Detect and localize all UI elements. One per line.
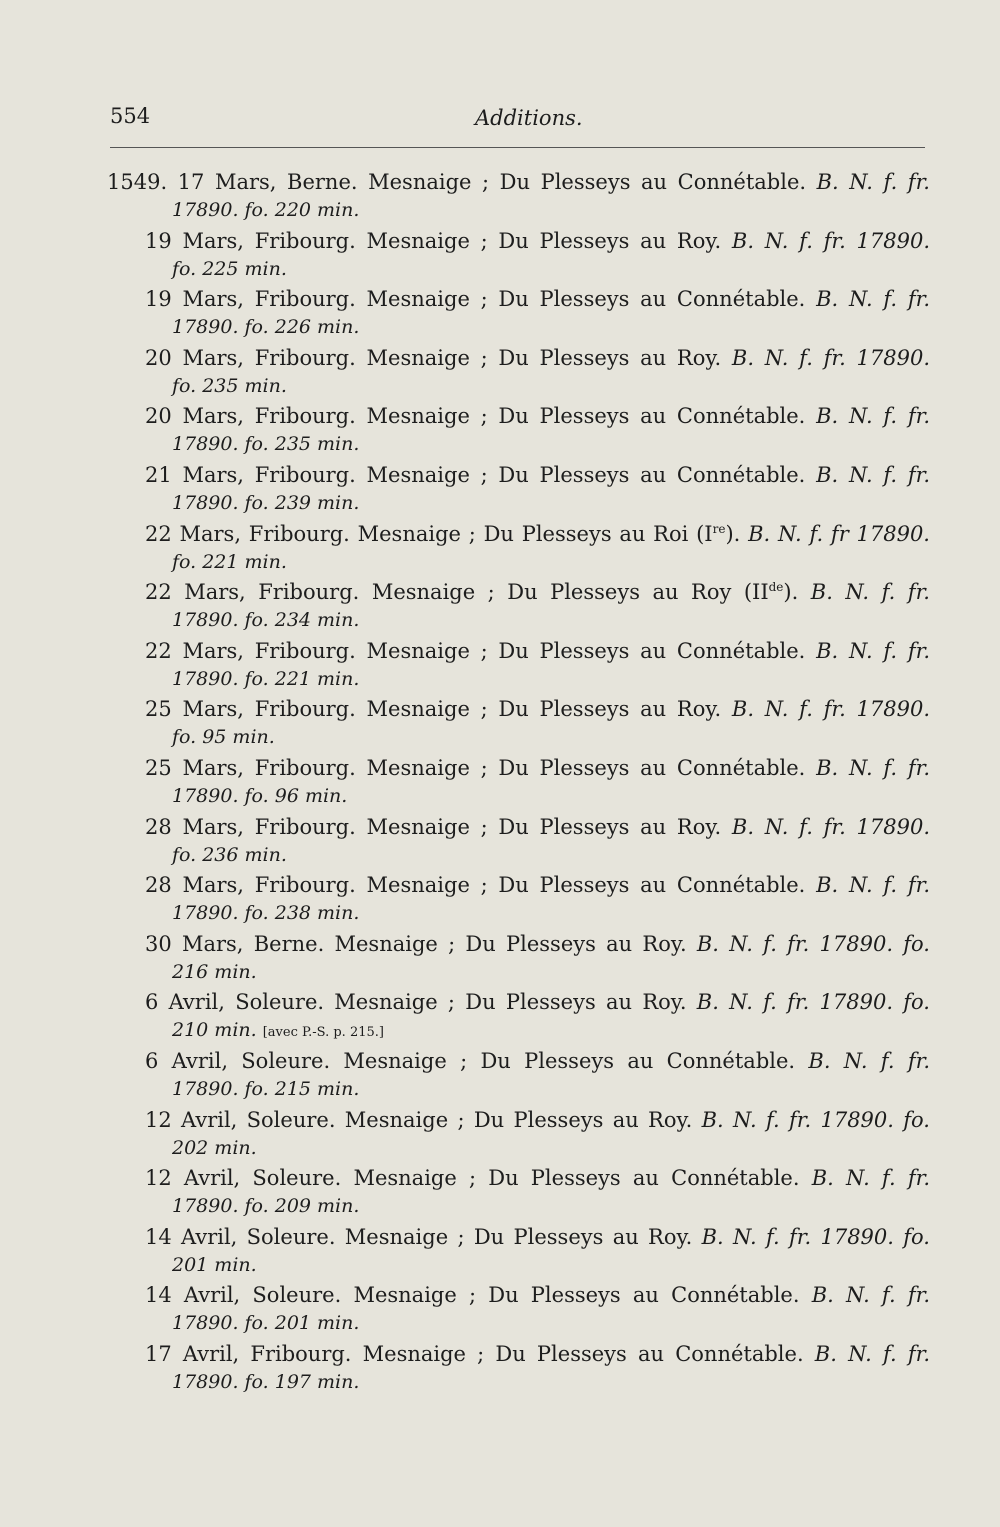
entry-reference: B. N. f. fr. 17890.: [731, 228, 931, 253]
entry-line-1: [145, 1283, 930, 1307]
entry-note: [avec P.-S. p. 215.]: [262, 1025, 384, 1041]
list-item: [0, 639, 1000, 698]
entry-line-1: [145, 697, 930, 721]
list-item: [0, 463, 1000, 522]
entry-line-1: [145, 229, 930, 253]
list-item: [0, 287, 1000, 346]
entry-superscript: de: [768, 580, 784, 595]
entry-reference: B. N. f. fr.: [816, 873, 931, 898]
list-item: [0, 873, 1000, 932]
list-item: [0, 1225, 1000, 1284]
entry-lead: 17 Avril, Fribourg. Mesnaige ; Du Plesseys au Connétable.: [145, 1341, 804, 1366]
entry-line-2: [172, 668, 359, 690]
entry-lead: 19 Mars, Fribourg. Mesnaige ; Du Plesseys au Connétable.: [145, 287, 806, 312]
entry-line-2: [172, 433, 359, 455]
list-item: [0, 404, 1000, 463]
entry-reference: B. N. f. fr. 17890.: [731, 814, 931, 839]
entry-line-1: [145, 580, 930, 604]
page-number: 554: [110, 104, 151, 128]
entry-line-2: [172, 1371, 359, 1393]
entry-line-2: [172, 1312, 359, 1334]
entry-folio: 202 min.: [172, 1136, 257, 1159]
entry-folio: 17890. fo. 96 min.: [172, 784, 348, 807]
entry-line-1: [145, 346, 930, 370]
header-rule: [110, 147, 925, 148]
entry-lead: 28 Mars, Fribourg. Mesnaige ; Du Plesseys au Roy.: [145, 814, 722, 839]
entry-folio: fo. 95 min.: [172, 726, 275, 749]
entry-lead: 6 Avril, Soleure. Mesnaige ; Du Plesseys au Connétable.: [145, 1048, 796, 1073]
entry-superscript: re: [712, 521, 726, 536]
entry-line-2: [172, 961, 257, 983]
entry-lead: 14 Avril, Soleure. Mesnaige ; Du Plesseys au Roy.: [145, 1224, 693, 1249]
entry-line-1: [145, 1225, 930, 1249]
entry-line-1: [145, 287, 930, 311]
list-item: [0, 1283, 1000, 1342]
entry-folio: 17890. fo. 197 min.: [172, 1370, 360, 1393]
entry-folio: 216 min.: [172, 960, 257, 983]
entry-lead: 30 Mars, Berne. Mesnaige ; Du Plesseys au Roy.: [145, 931, 687, 956]
entry-reference: B. N. f. fr.: [814, 1341, 930, 1366]
entry-lead: 22 Mars, Fribourg. Mesnaige ; Du Plesseys au Roi (I: [145, 521, 713, 546]
entry-lead: 19 Mars, Fribourg. Mesnaige ; Du Plesseys au Roy.: [145, 228, 722, 253]
entry-line-1: [145, 1166, 930, 1190]
entry-line-2: [172, 1078, 359, 1100]
list-item: [0, 1049, 1000, 1108]
entry-lead: 25 Mars, Fribourg. Mesnaige ; Du Plesseys au Roy.: [145, 697, 722, 722]
entry-folio: 17890. fo. 235 min.: [172, 433, 360, 456]
entry-lead: 22 Mars, Fribourg. Mesnaige ; Du Plesseys au Connétable.: [145, 638, 806, 663]
entry-lead: 12 Avril, Soleure. Mesnaige ; Du Plesseys au Connétable.: [145, 1166, 800, 1191]
list-item: [0, 580, 1000, 639]
entry-reference: B. N. f. fr.: [816, 755, 931, 780]
entry-line-2: [172, 1137, 257, 1159]
entry-lead: 1549. 17 Mars, Berne. Mesnaige ; Du Plesseys au Connétable.: [107, 170, 807, 194]
entry-lead: 6 Avril, Soleure. Mesnaige ; Du Plesseys au Roy.: [145, 990, 687, 1015]
entry-reference: B. N. f. fr.: [810, 580, 930, 605]
entry-line-2: [172, 1254, 257, 1276]
entry-reference: B. N. f. fr.: [816, 404, 931, 429]
entry-line-2: [172, 1019, 384, 1041]
entry-folio: 17890. fo. 209 min.: [172, 1195, 360, 1218]
entry-line-1: [145, 522, 930, 546]
entry-lead: 20 Mars, Fribourg. Mesnaige ; Du Plesseys au Roy.: [145, 345, 722, 370]
entry-reference: B. N. f. fr. 17890.: [731, 697, 931, 722]
entry-line-1: [145, 639, 930, 663]
entry-line-1: [145, 1108, 930, 1132]
entry-line-1: [145, 756, 930, 780]
list-item: [0, 522, 1000, 581]
entry-lead: 25 Mars, Fribourg. Mesnaige ; Du Plesseys au Connétable.: [145, 755, 806, 780]
list-item: [0, 815, 1000, 874]
entry-line-2: [172, 316, 359, 338]
entry-lead: 14 Avril, Soleure. Mesnaige ; Du Plesseys au Connétable.: [145, 1283, 800, 1308]
entry-folio: 210 min.: [172, 1019, 257, 1042]
page-header: [110, 98, 925, 138]
entry-line-1: [145, 815, 930, 839]
entry-line-2: [172, 726, 275, 748]
entry-lead: 20 Mars, Fribourg. Mesnaige ; Du Plesseys au Connétable.: [145, 404, 806, 429]
entry-folio: fo. 221 min.: [172, 550, 287, 573]
entry-reference: B. N. f. fr.: [816, 462, 931, 487]
entry-reference: B. N. f. fr. 17890. fo.: [696, 990, 930, 1015]
entry-line-2: [172, 258, 287, 280]
entry-line-2: [172, 1195, 359, 1217]
entry-folio: fo. 236 min.: [172, 843, 287, 866]
entry-lead: 28 Mars, Fribourg. Mesnaige ; Du Plesseys au Connétable.: [145, 873, 806, 898]
entry-line-1: [145, 1049, 930, 1073]
entry-lead: 12 Avril, Soleure. Mesnaige ; Du Plesseys au Roy.: [145, 1107, 693, 1132]
entry-folio: fo. 235 min.: [172, 374, 287, 397]
entry-line-1: [145, 1342, 930, 1366]
list-item: [0, 756, 1000, 815]
entry-lead-end: ).: [783, 580, 799, 605]
entry-line-2: [172, 844, 287, 866]
entry-line-1: [145, 873, 930, 897]
entry-folio: 17890. fo. 238 min.: [172, 902, 360, 925]
entry-reference: B. N. f. fr.: [816, 287, 931, 312]
entry-line-1: [145, 463, 930, 487]
list-item: [0, 170, 1000, 229]
entry-lead-end: ).: [725, 521, 741, 546]
entry-reference: B. N. f. fr. 17890. fo.: [701, 1107, 930, 1132]
entry-line-1: [145, 932, 930, 956]
entry-reference: B. N. f. fr.: [811, 1166, 930, 1191]
entry-line-2: [172, 551, 287, 573]
list-item: [0, 1108, 1000, 1167]
entry-reference: B. N. f. fr.: [808, 1048, 930, 1073]
entry-reference: B. N. f. fr 17890.: [748, 521, 930, 546]
entry-reference: B. N. f. fr. 17890. fo.: [696, 931, 930, 956]
entry-folio: 17890. fo. 220 min.: [172, 199, 360, 221]
entry-lead: 22 Mars, Fribourg. Mesnaige ; Du Plesseys au Roy (II: [145, 580, 769, 605]
entry-lead: 21 Mars, Fribourg. Mesnaige ; Du Plesseys au Connétable.: [145, 462, 806, 487]
list-item: [0, 1166, 1000, 1225]
entry-folio: 17890. fo. 215 min.: [172, 1077, 360, 1100]
list-item: [0, 697, 1000, 756]
entry-line-2: [172, 375, 287, 397]
entry-list: [0, 170, 1000, 1400]
entry-line-1: [145, 990, 930, 1014]
list-item: [0, 229, 1000, 288]
entry-reference: B. N. f. fr. 17890. fo.: [701, 1224, 930, 1249]
entry-line-2: [172, 199, 359, 221]
list-item: [0, 1342, 1000, 1401]
entry-line-2: [172, 902, 359, 924]
entry-reference: B. N. f. fr.: [816, 638, 931, 663]
entry-folio: 17890. fo. 234 min.: [172, 609, 360, 632]
entry-folio: 17890. fo. 201 min.: [172, 1312, 360, 1335]
entry-folio: 201 min.: [172, 1253, 257, 1276]
entry-reference: B. N. f. fr. 17890.: [731, 345, 931, 370]
entry-folio: 17890. fo. 226 min.: [172, 316, 360, 339]
entry-reference: B. N. f. fr.: [811, 1283, 930, 1308]
list-item: [0, 932, 1000, 991]
entry-line-2: [172, 785, 347, 807]
entry-folio: 17890. fo. 239 min.: [172, 491, 360, 514]
entry-reference: B. N. f. fr.: [816, 170, 930, 194]
entry-line-1: [145, 404, 930, 428]
entry-line-2: [172, 492, 359, 514]
running-title: Additions.: [475, 106, 583, 130]
list-item: [0, 990, 1000, 1049]
entry-folio: fo. 225 min.: [172, 257, 287, 280]
entry-line-1: [107, 170, 930, 194]
entry-line-2: [172, 609, 359, 631]
list-item: [0, 346, 1000, 405]
entry-folio: 17890. fo. 221 min.: [172, 667, 360, 690]
